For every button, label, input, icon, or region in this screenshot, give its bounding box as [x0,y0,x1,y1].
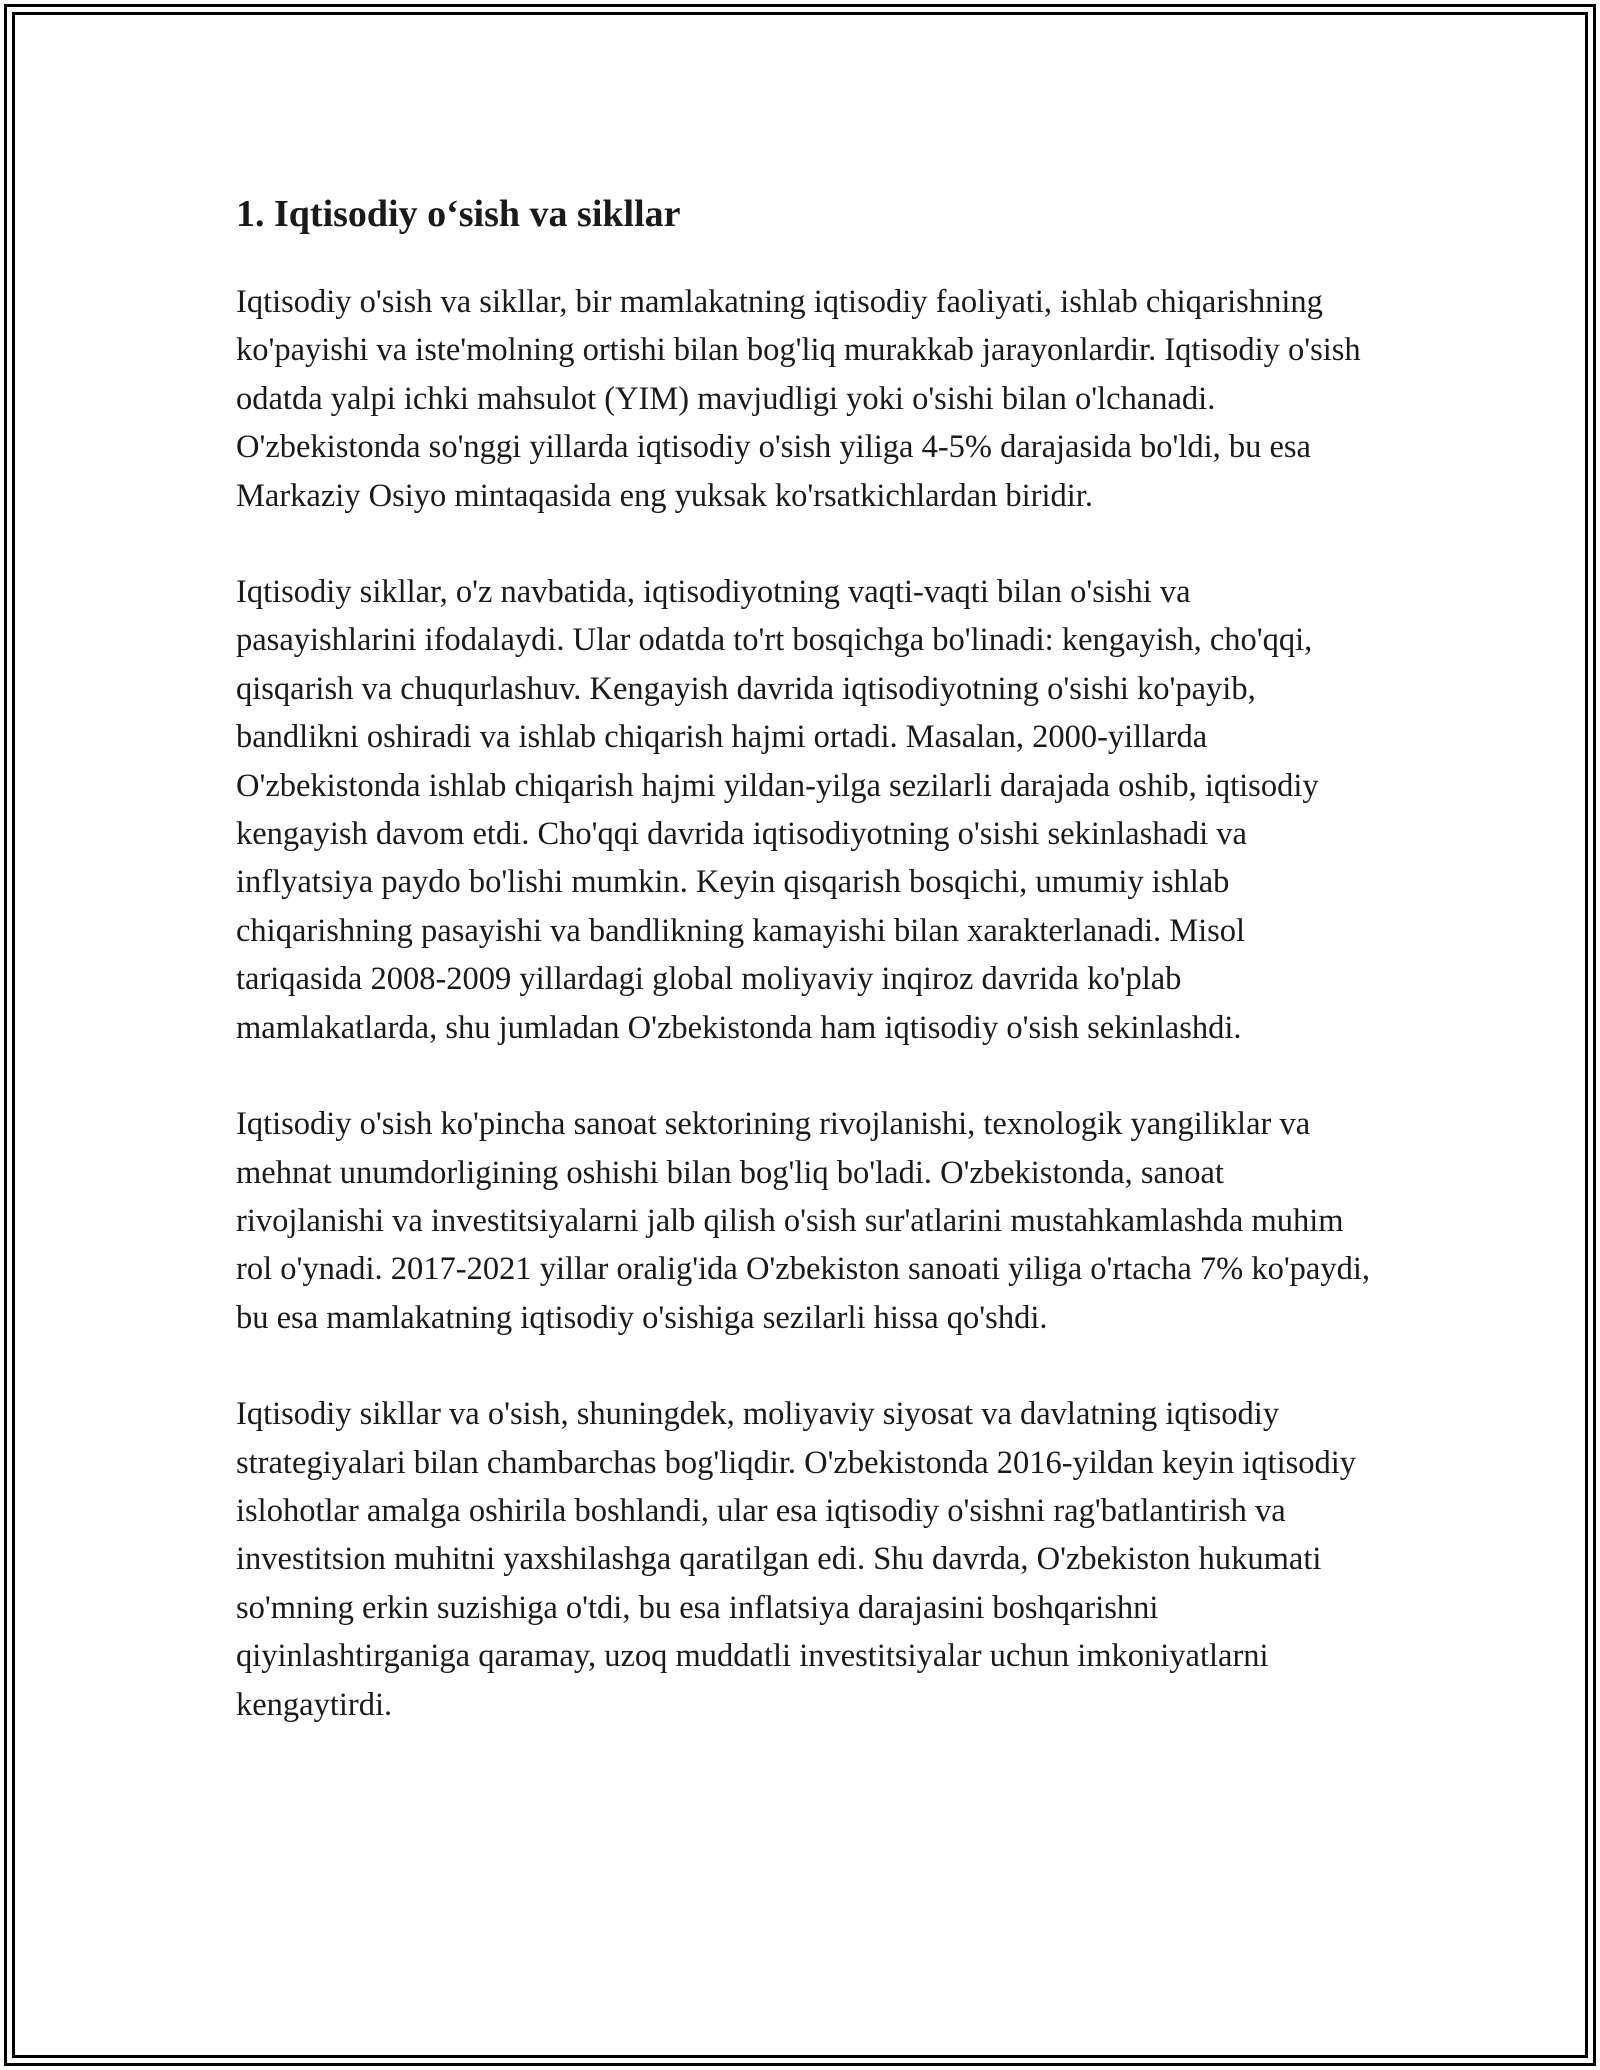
section-heading: 1. Iqtisodiy o‘sish va sikllar [236,193,681,235]
paragraph-3: Iqtisodiy o'sish ko'pincha sanoat sektorining rivojlanishi, texnologik yangiliklar va mehnat unumdorligining oshishi bilan bog'liq bo'ladi. O'zbekistonda, sanoat rivojlanishi va investitsiyalarni jalb qilish o'sish sur'atlarini mustahkamlashda muhim rol o'ynadi. 2017-2021 yillar oralig'ida O'zbekiston sanoati yiliga o'rtacha 7% ko'paydi, bu esa mamlakatning iqtisodiy o'sishiga sezilarli hissa qo'shdi. [236,1106,1371,1336]
document-body [236,186,1376,1777]
paragraph-1: Iqtisodiy o'sish va sikllar, bir mamlakatning iqtisodiy faoliyati, ishlab chiqarishning ko'payishi va iste'molning ortishi bilan bog'liq murakkab jarayonlardir. Iqtisodiy o'sish odatda yalpi ichki mahsulot (YIM) mavjudligi yoki o'sishi bilan o'lchanadi. O'zbekistonda so'nggi yillarda iqtisodiy o'sish yiliga 4-5% darajasida bo'ldi, bu esa Markaziy Osiyo mintaqasida eng yuksak ko'rsatkichlardan biridir. [236,284,1361,514]
paragraph-2: Iqtisodiy sikllar, o'z navbatida, iqtisodiyotning vaqti-vaqti bilan o'sishi va pasayishlarini ifodalaydi. Ular odatda to'rt bosqichga bo'linadi: kengayish, cho'qqi, qisqarish va chuqurlashuv. Kengayish davrida iqtisodiyotning o'sishi ko'payib, bandlikni oshiradi va ishlab chiqarish hajmi ortadi. Masalan, 2000-yillarda O'zbekistonda ishlab chiqarish hajmi yildan-yilga sezilarli darajada oshib, iqtisodiy kengayish davom etdi. Cho'qqi davrida iqtisodiyotning o'sishi sekinlashadi va inflyatsiya paydo bo'lishi mumkin. Keyin qisqarish bosqichi, umumiy ishlab chiqarishning pasayishi va bandlikning kamayishi bilan xarakterlanadi. Misol tariqasida 2008-2009 yillardagi global moliyaviy inqiroz davrida ko'plab mamlakatlarda, shu jumladan O'zbekistonda ham iqtisodiy o'sish sekinlashdi. [236,574,1319,1046]
paragraph-4: Iqtisodiy sikllar va o'sish, shuningdek, moliyaviy siyosat va davlatning iqtisodiy strategiyalari bilan chambarchas bog'liqdir. O'zbekistonda 2016-yildan keyin iqtisodiy islohotlar amalga oshirila boshlandi, ular esa iqtisodiy o'sishni rag'batlantirish va investitsion muhitni yaxshilashga qaratilgan edi. Shu davrda, O'zbekiston hukumati so'mning erkin suzishiga o'tdi, bu esa inflatsiya darajasini boshqarishni qiyinlashtirganiga qaramay, uzoq muddatli investitsiyalar uchun imkoniyatlarni kengaytirdi. [236,1396,1357,1723]
